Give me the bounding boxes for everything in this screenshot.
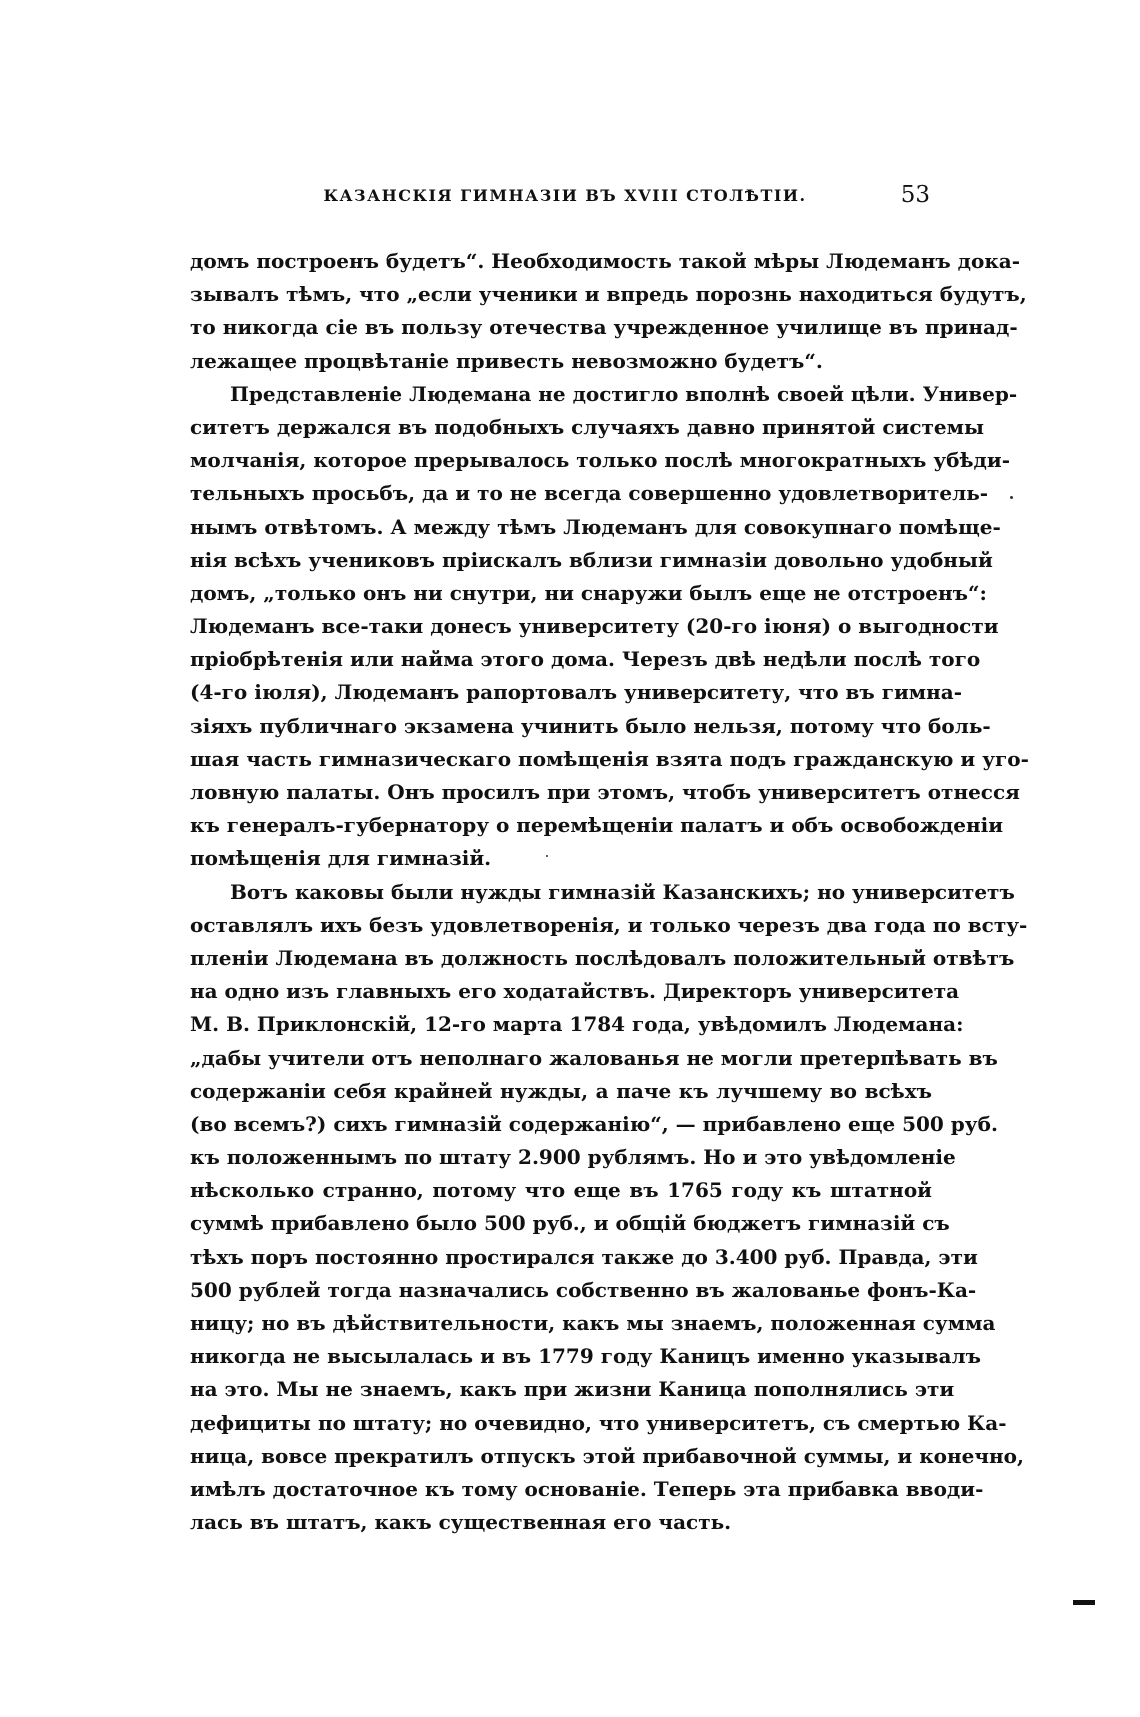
- text-line: зіяхъ публичнаго экзамена учинить было нельзя, потому что боль-: [190, 713, 991, 738]
- text-line: оставлялъ ихъ безъ удовлетворенія, и только черезъ два года по всту-: [190, 912, 1028, 937]
- text-line: къ положеннымъ по штату 2.900 рублямъ. Но и это увѣдомленіе: [190, 1145, 956, 1170]
- text-line: М. В. Приклонскій, 12-го марта 1784 года, увѣдомилъ Людемана:: [190, 1012, 964, 1037]
- text-line: нымъ отвѣтомъ. А между тѣмъ Людеманъ для совокупнаго помѣще-: [190, 514, 1001, 539]
- text-line: домъ построенъ будетъ“. Необходимость такой мѣры Людеманъ дока-: [190, 249, 1021, 273]
- text-line: къ генералъ-губернатору о перемѣщеніи палатъ и объ освобожденіи: [190, 813, 1004, 838]
- text-line: (4-го іюля), Людеманъ рапортовалъ университету, что въ гимна-: [190, 680, 963, 705]
- text-line: имѣлъ достаточное къ тому основаніе. Теперь эта прибавка вводи-: [190, 1476, 984, 1501]
- text-line: лась въ штатъ, какъ существенная его часть.: [190, 1510, 732, 1535]
- body-text: [190, 245, 1029, 1539]
- text-line: Людеманъ все-таки донесъ университету (20-го іюня) о выгодности: [190, 614, 999, 639]
- text-line: то никогда сіе въ пользу отечества учрежденное училище въ принад-: [190, 315, 1018, 340]
- text-line: шая часть гимназическаго помѣщенія взята подъ гражданскую и уго-: [190, 746, 1029, 771]
- text-line: „дабы учители отъ неполнаго жалованья не могли претерпѣвать въ: [190, 1045, 998, 1070]
- paragraph-1: [190, 245, 1027, 378]
- text-line: ловную палаты. Онъ просилъ при этомъ, чтобъ университетъ отнесся: [190, 780, 1020, 804]
- text-line: (во всемъ?) сихъ гимназій содержанію“, — прибавлено еще 500 руб.: [190, 1111, 998, 1136]
- text-line: Вотъ каковы были нужды гимназій Казанскихъ; но университетъ: [230, 879, 1015, 904]
- text-line: на это. Мы не знаемъ, какъ при жизни Каница пополнялись эти: [190, 1377, 955, 1402]
- text-line: на одно изъ главныхъ его ходатайствъ. Директоръ университета: [190, 979, 960, 1004]
- text-line: ницу; но въ дѣйствительности, какъ мы знаемъ, положенная сумма: [190, 1311, 996, 1335]
- page-number: 53: [900, 182, 930, 208]
- paragraph-3: [190, 876, 1028, 1540]
- scan-speck: [546, 855, 548, 857]
- text-line: тѣхъ поръ постоянно простирался также до 3.400 руб. Правда, эти: [190, 1244, 978, 1269]
- text-line: пленіи Людемана въ должность послѣдовалъ положительный отвѣтъ: [190, 945, 1015, 970]
- text-line: дефициты по штату; но очевидно, что университетъ, съ смертью Ка-: [190, 1410, 1007, 1435]
- text-line: домъ, „только онъ ни снутри, ни снаружи былъ еще не отстроенъ“:: [190, 580, 987, 605]
- paragraph-2: [190, 378, 1029, 876]
- text-line: зывалъ тѣмъ, что „если ученики и впредь порознь находиться будутъ,: [190, 282, 1027, 307]
- text-line: Представленіе Людемана не достигло вполнѣ своей цѣли. Универ-: [230, 381, 1018, 406]
- scan-speck: [1010, 496, 1013, 499]
- running-title: КАЗАНСКІЯ ГИМНАЗІИ ВЪ XVIII СТОЛѢТІИ.: [323, 186, 807, 205]
- text-line: суммѣ прибавлено было 500 руб., и общій бюджетъ гимназій съ: [190, 1211, 950, 1236]
- text-line: лежащее процвѣтаніе привесть невозможно будетъ“.: [190, 348, 823, 373]
- text-line: пріобрѣтенія или найма этого дома. Черезъ двѣ недѣли послѣ того: [190, 647, 981, 672]
- text-line: нія всѣхъ учениковъ пріискалъ вблизи гимназіи довольно удобный: [190, 547, 993, 572]
- text-line: помѣщенія для гимназій.: [190, 846, 492, 871]
- text-line: содержаніи себя крайней нужды, а паче къ лучшему во всѣхъ: [190, 1078, 932, 1103]
- text-line: никогда не высылалась и въ 1779 году Каницъ именно указывалъ: [190, 1344, 981, 1369]
- text-line: ница, вовсе прекратилъ отпускъ этой прибавочной суммы, и конечно,: [190, 1443, 1024, 1468]
- running-head: [200, 182, 930, 218]
- text-line: нѣсколько странно, потому что еще въ 1765 году къ штатной: [190, 1178, 932, 1203]
- text-line: тельныхъ просьбъ, да и то не всегда совершенно удовлетворитель-: [190, 481, 989, 506]
- footer-dash: [1073, 1600, 1095, 1605]
- text-line: молчанія, которое прерывалось только послѣ многократныхъ убѣди-: [190, 448, 1011, 473]
- text-line: 500 рублей тогда назначались собственно въ жалованье фонъ-Ка-: [190, 1277, 977, 1302]
- text-line: ситетъ держался въ подобныхъ случаяхъ давно принятой системы: [190, 414, 985, 439]
